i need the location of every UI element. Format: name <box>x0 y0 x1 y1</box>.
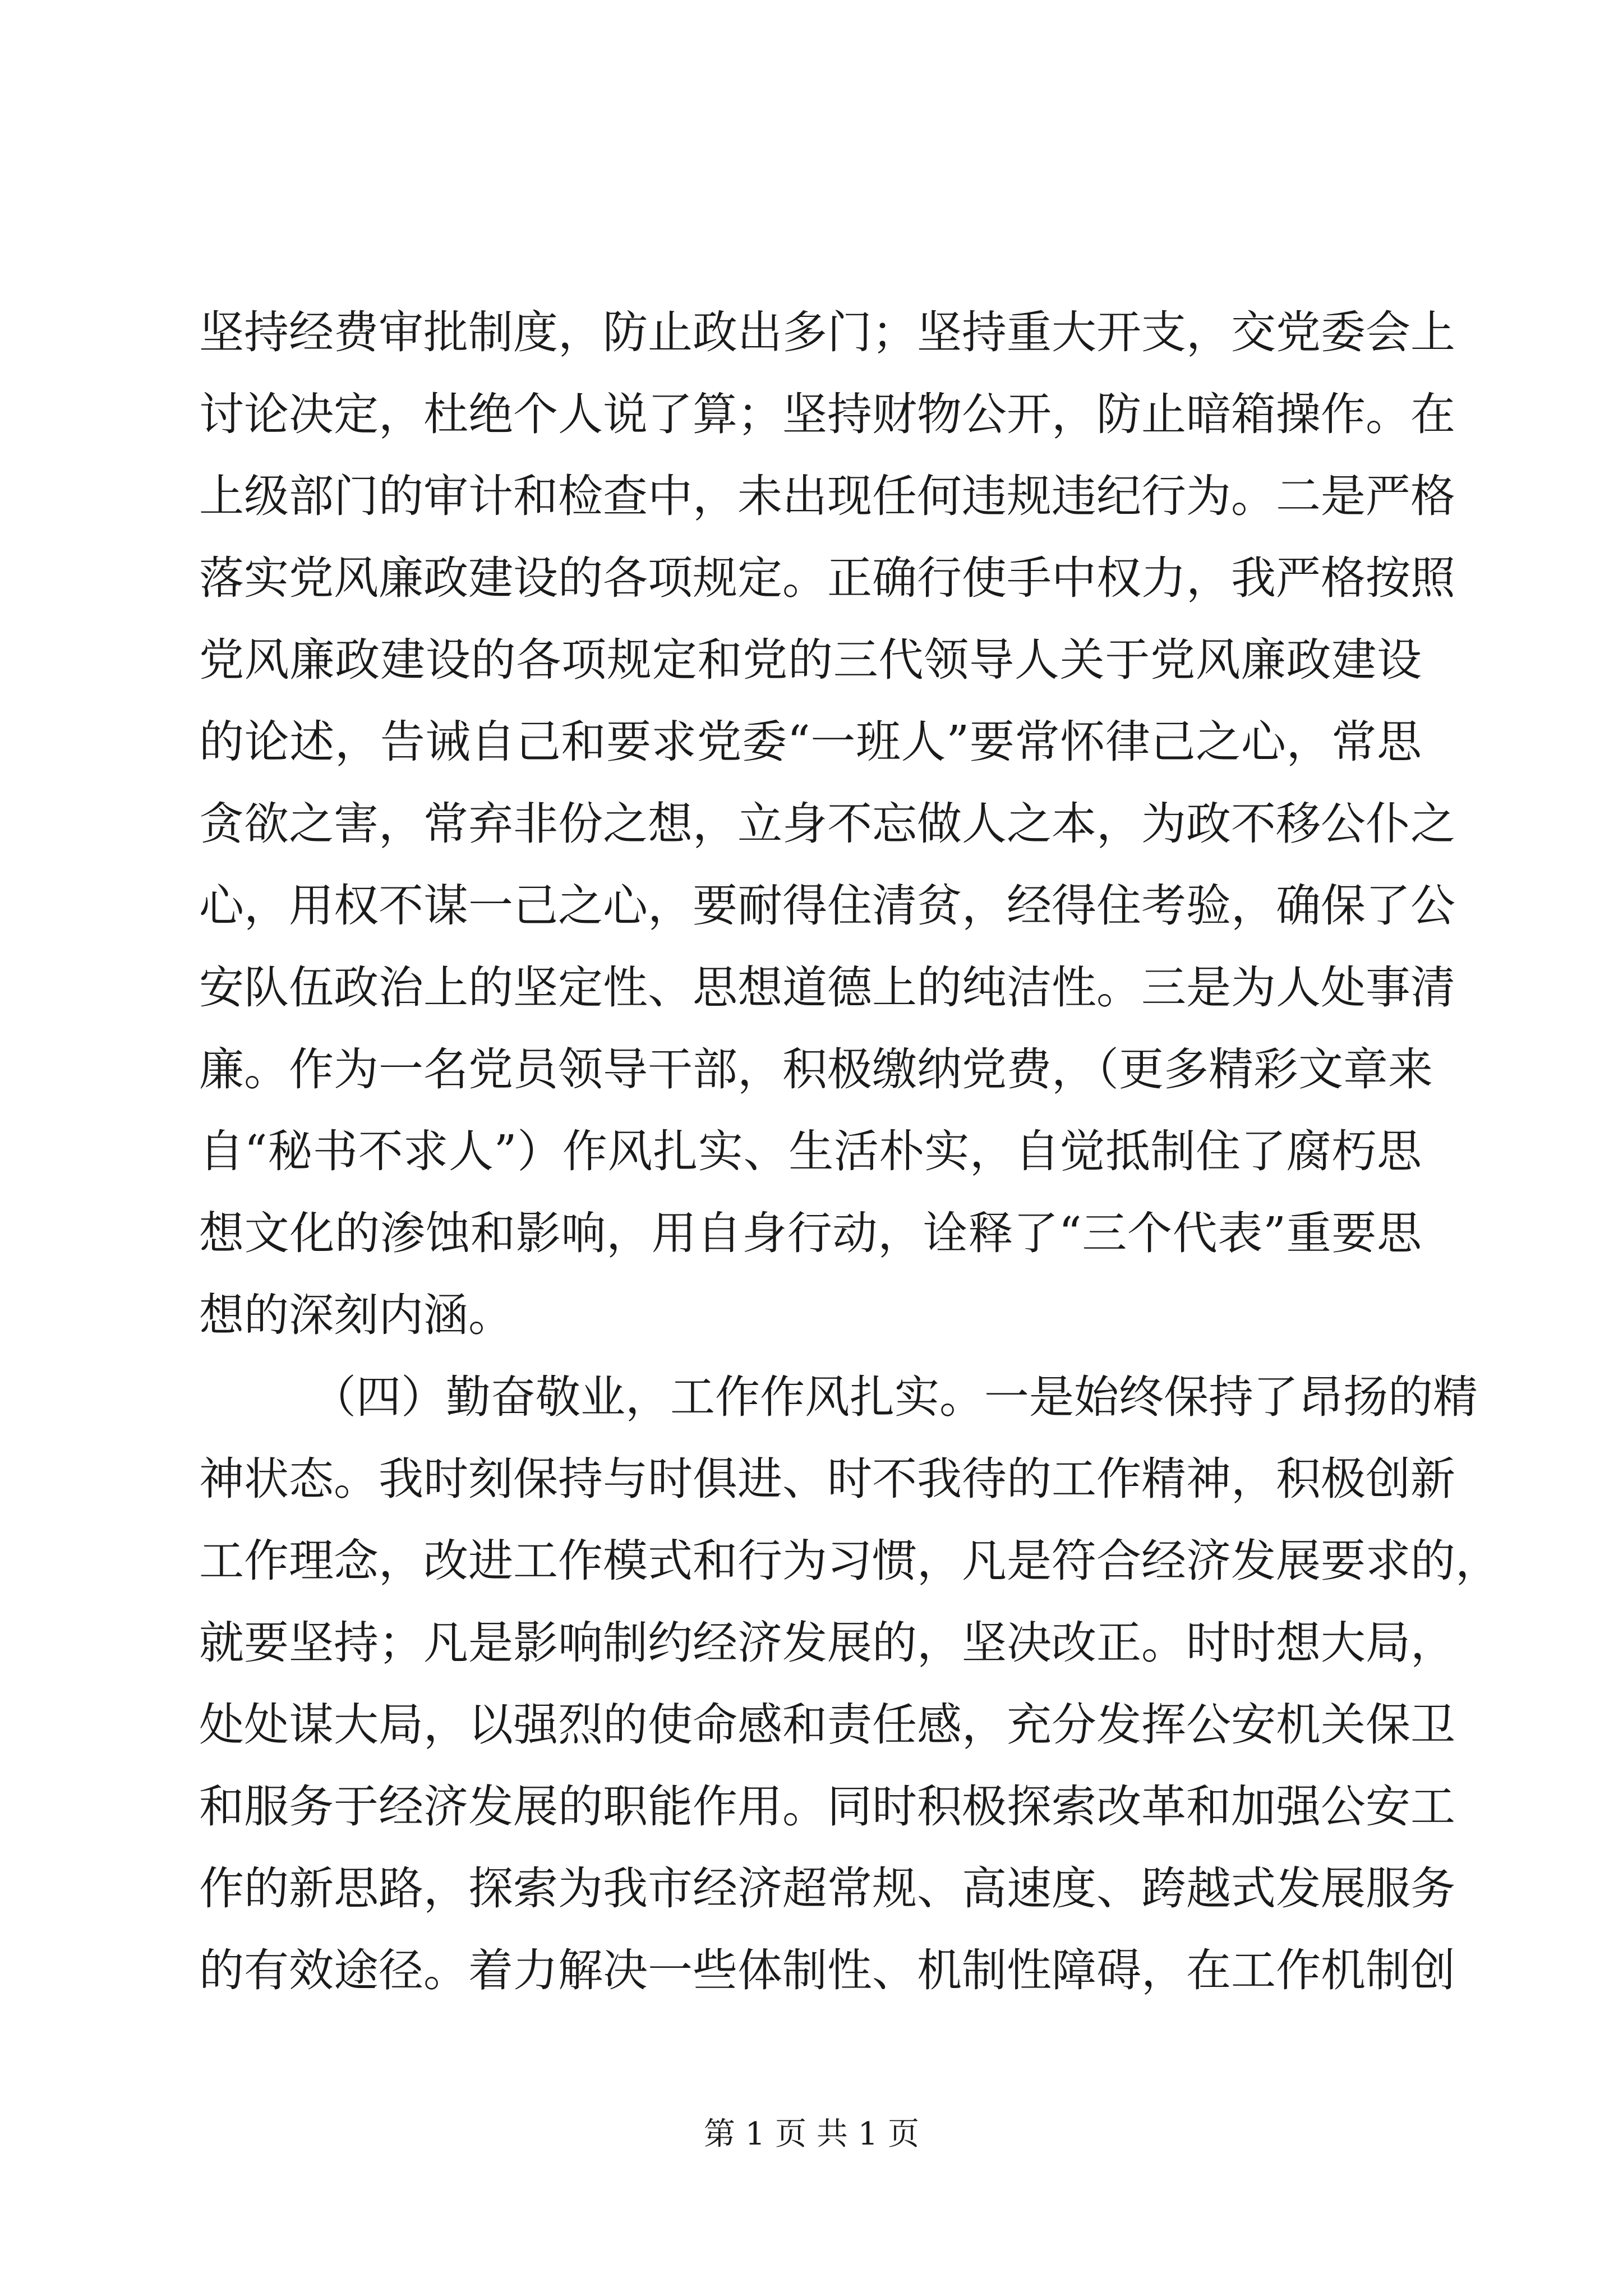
text-line: 的论述，告诫自己和要求党委“一班人”要常怀律己之心，常思 <box>199 716 1422 768</box>
text-line: 落实党风廉政建设的各项规定。正确行使手中权力，我严格按照 <box>199 552 1455 604</box>
text-line: 就要坚持；凡是影响制约经济发展的，坚决改正。时时想大局， <box>199 1617 1455 1669</box>
text-line: 作的新思路，探索为我市经济超常规、高速度、跨越式发展服务 <box>199 1862 1455 1915</box>
text-line: 上级部门的审计和检查中，未出现任何违规违纪行为。二是严格 <box>199 470 1455 522</box>
text-line: 贪欲之害，常弃非份之想，立身不忘做人之本，为政不移公仆之 <box>199 798 1455 850</box>
text-line: 心，用权不谋一己之心，要耐得住清贫，经得住考验，确保了公 <box>199 880 1455 932</box>
text-line: 自“秘书不求人”）作风扎实、生活朴实，自觉抵制住了腐朽思 <box>199 1125 1422 1177</box>
paragraph-end-line: 想的深刻内涵。 <box>199 1289 513 1341</box>
text-line: 讨论决定，杜绝个人说了算；坚持财物公开，防止暗箱操作。在 <box>199 388 1455 440</box>
text-line: 廉。作为一名党员领导干部，积极缴纳党费，（更多精彩文章来 <box>199 1043 1433 1096</box>
text-line: 和服务于经济发展的职能作用。同时积极探索改革和加强公安工 <box>199 1780 1455 1833</box>
text-line: 坚持经费审批制度，防止政出多门；坚持重大开支，交党委会上 <box>199 306 1455 358</box>
text-line: 神状态。我时刻保持与时俱进、时不我待的工作精神，积极创新 <box>199 1453 1455 1505</box>
section-heading-line: （四）勤奋敬业，工作作风扎实。一是始终保持了昂扬的精 <box>311 1371 1478 1423</box>
text-line: 处处谋大局，以强烈的使命感和责任感，充分发挥公安机关保卫 <box>199 1699 1455 1751</box>
text-line: 想文化的渗蚀和影响，用自身行动，诠释了“三个代表”重要思 <box>199 1207 1422 1259</box>
page-footer: 第 1 页 共 1 页 <box>703 2116 920 2152</box>
text-line: 安队伍政治上的坚定性、思想道德上的纯洁性。三是为人处事清 <box>199 961 1455 1014</box>
text-line: 工作理念，改进工作模式和行为习惯，凡是符合经济发展要求的， <box>199 1535 1500 1587</box>
text-line: 党风廉政建设的各项规定和党的三代领导人关于党风廉政建设 <box>199 634 1422 686</box>
text-line: 的有效途径。着力解决一些体制性、机制性障碍，在工作机制创 <box>199 1944 1455 1996</box>
document-body <box>199 292 1500 2012</box>
